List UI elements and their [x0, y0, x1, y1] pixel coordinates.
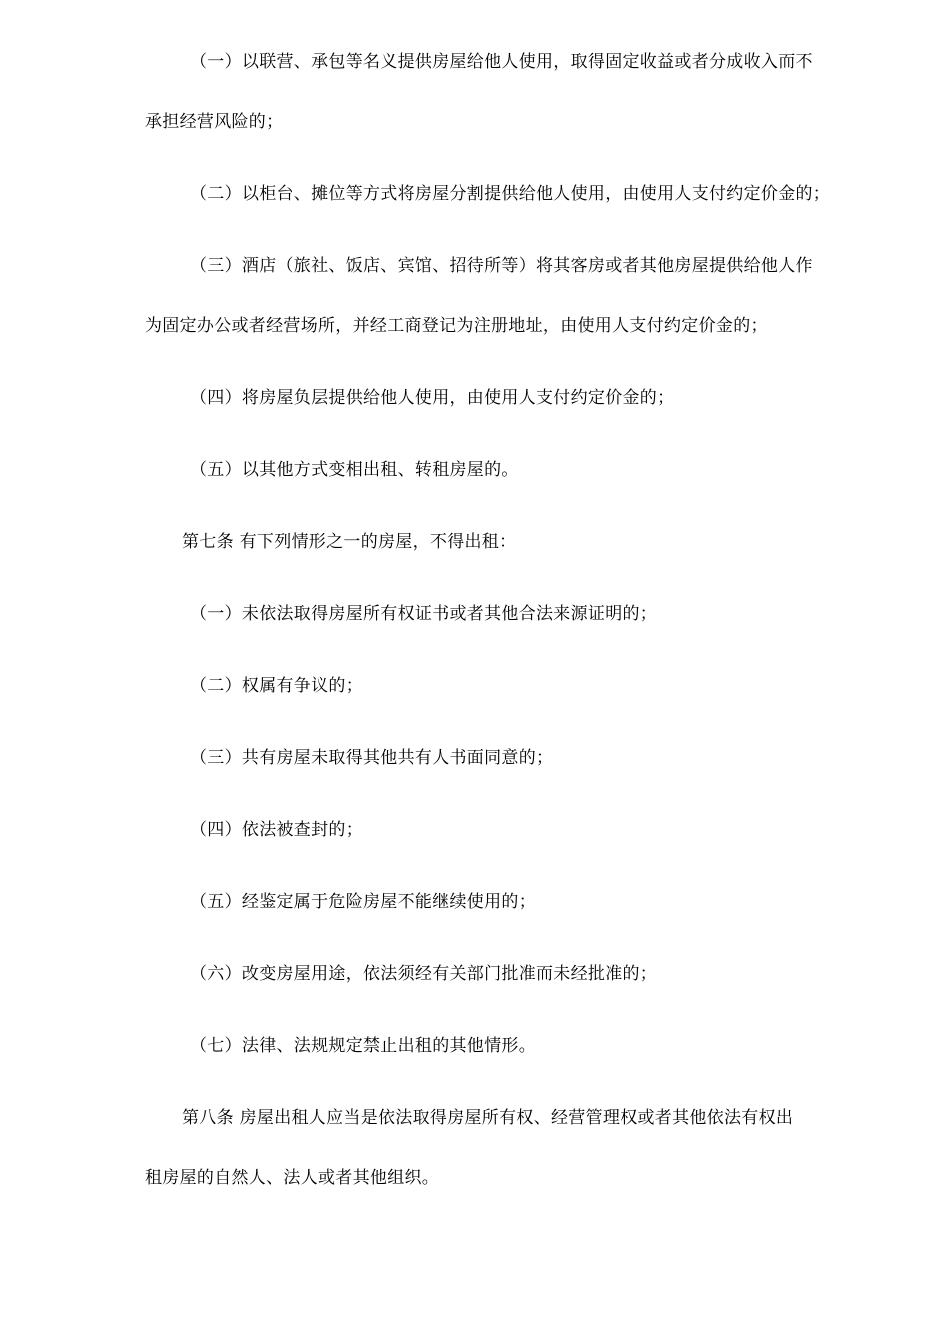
article-7-item-5: （五）经鉴定属于危险房屋不能继续使用的； — [190, 892, 536, 912]
article-8-line-1: 第八条 房屋出租人应当是依法取得房屋所有权、经营管理权或者其他依法有权出 — [182, 1108, 794, 1128]
article-7-item-2: （二）权属有争议的； — [190, 676, 363, 696]
clause-6-item-1-line-2: 承担经营风险的； — [145, 112, 284, 132]
article-7-heading: 第七条 有下列情形之一的房屋，不得出租： — [182, 532, 517, 552]
article-8-line-2: 租房屋的自然人、法人或者其他组织。 — [145, 1168, 440, 1188]
clause-6-item-3-line-1: （三）酒店（旅社、饭店、宾馆、招待所等）将其客房或者其他房屋提供给他人作 — [190, 256, 813, 276]
clause-6-item-4: （四）将房屋负层提供给他人使用，由使用人支付约定价金的； — [190, 388, 675, 408]
article-7-item-7: （七）法律、法规规定禁止出租的其他情形。 — [190, 1036, 536, 1056]
article-7-item-4: （四）依法被查封的； — [190, 820, 363, 840]
article-7-item-6: （六）改变房屋用途，依法须经有关部门批准而未经批准的； — [190, 964, 658, 984]
clause-6-item-3-line-2: 为固定办公或者经营场所，并经工商登记为注册地址，由使用人支付约定价金的； — [145, 316, 768, 336]
clause-6-item-2: （二）以柜台、摊位等方式将房屋分割提供给他人使用，由使用人支付约定价金的； — [190, 184, 831, 204]
article-7-item-1: （一）未依法取得房屋所有权证书或者其他合法来源证明的； — [190, 604, 658, 624]
clause-6-item-1-line-1: （一）以联营、承包等名义提供房屋给他人使用，取得固定收益或者分成收入而不 — [190, 52, 813, 72]
clause-6-item-5: （五）以其他方式变相出租、转租房屋的。 — [190, 460, 519, 480]
article-7-item-3: （三）共有房屋未取得其他共有人书面同意的； — [190, 748, 554, 768]
